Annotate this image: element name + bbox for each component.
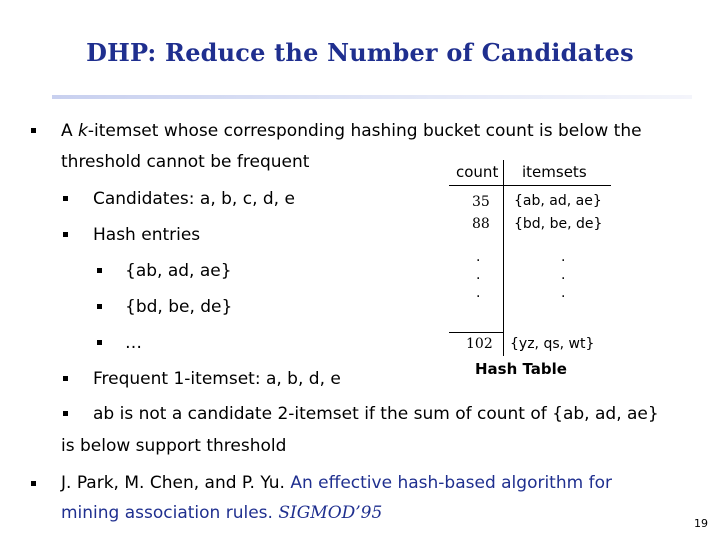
reference-venue: SIGMOD’95 — [278, 503, 383, 523]
bullet-kitemset-line2: threshold cannot be frequent — [61, 152, 310, 172]
table-header-rule — [449, 185, 611, 186]
table-column-divider — [503, 160, 504, 356]
bullet-ab-candidate-line1: ab is not a candidate 2-itemset if the sum of count of {ab, ad, ae} — [93, 404, 659, 424]
reference-title-link-cont[interactable]: mining association rules. — [61, 503, 273, 523]
table-header-count: count — [456, 163, 499, 181]
bullet-candidates: Candidates: a, b, c, d, e — [93, 189, 295, 209]
hash-entry-2: {bd, be, de} — [125, 297, 233, 317]
text-part: A — [61, 121, 79, 141]
bullet-marker — [97, 268, 102, 273]
table-ellipsis-dot: . — [476, 285, 481, 301]
table-count-cell: 102 — [466, 336, 493, 352]
table-ellipsis-dot: . — [476, 249, 481, 265]
table-ellipsis-dot: . — [561, 285, 566, 301]
reference-authors: J. Park, M. Chen, and P. Yu. — [61, 473, 285, 493]
bullet-marker — [97, 340, 102, 345]
slide-title: DHP: Reduce the Number of Candidates — [86, 38, 634, 67]
table-header-itemsets: itemsets — [522, 163, 587, 181]
hash-entry-ellipsis: … — [125, 333, 142, 353]
title-divider — [52, 95, 692, 99]
page-number: 19 — [694, 517, 708, 530]
table-caption: Hash Table — [475, 360, 567, 378]
bullet-kitemset-line1 — [61, 121, 642, 141]
bullet-marker — [31, 128, 36, 133]
table-itemsets-cell: {yz, qs, wt} — [510, 336, 595, 352]
table-itemsets-cell: {bd, be, de} — [514, 216, 603, 232]
table-ellipsis-dot: . — [561, 249, 566, 265]
table-ellipsis-dot: . — [561, 267, 566, 283]
bullet-marker — [63, 232, 68, 237]
table-ellipsis-dot: . — [476, 267, 481, 283]
reference-line2 — [61, 503, 382, 523]
reference-line1 — [61, 473, 612, 493]
bullet-marker — [63, 196, 68, 201]
bullet-marker — [63, 411, 68, 416]
text-part: -itemset whose corresponding hashing bucket count is below the — [87, 121, 642, 141]
bullet-hash-entries: Hash entries — [93, 225, 201, 245]
bullet-marker — [97, 304, 102, 309]
bullet-marker — [63, 376, 68, 381]
reference-title-link[interactable]: An effective hash-based algorithm for — [290, 473, 612, 493]
bullet-ab-candidate-line2: is below support threshold — [61, 436, 287, 456]
bullet-marker — [31, 481, 36, 486]
table-itemsets-cell: {ab, ad, ae} — [514, 193, 602, 209]
bullet-frequent-1itemset: Frequent 1-itemset: a, b, d, e — [93, 369, 341, 389]
table-row-rule — [449, 332, 503, 333]
table-count-cell: 88 — [472, 216, 490, 232]
text-k-italic: k — [78, 121, 88, 141]
hash-entry-1: {ab, ad, ae} — [125, 261, 232, 281]
table-count-cell: 35 — [472, 194, 490, 210]
